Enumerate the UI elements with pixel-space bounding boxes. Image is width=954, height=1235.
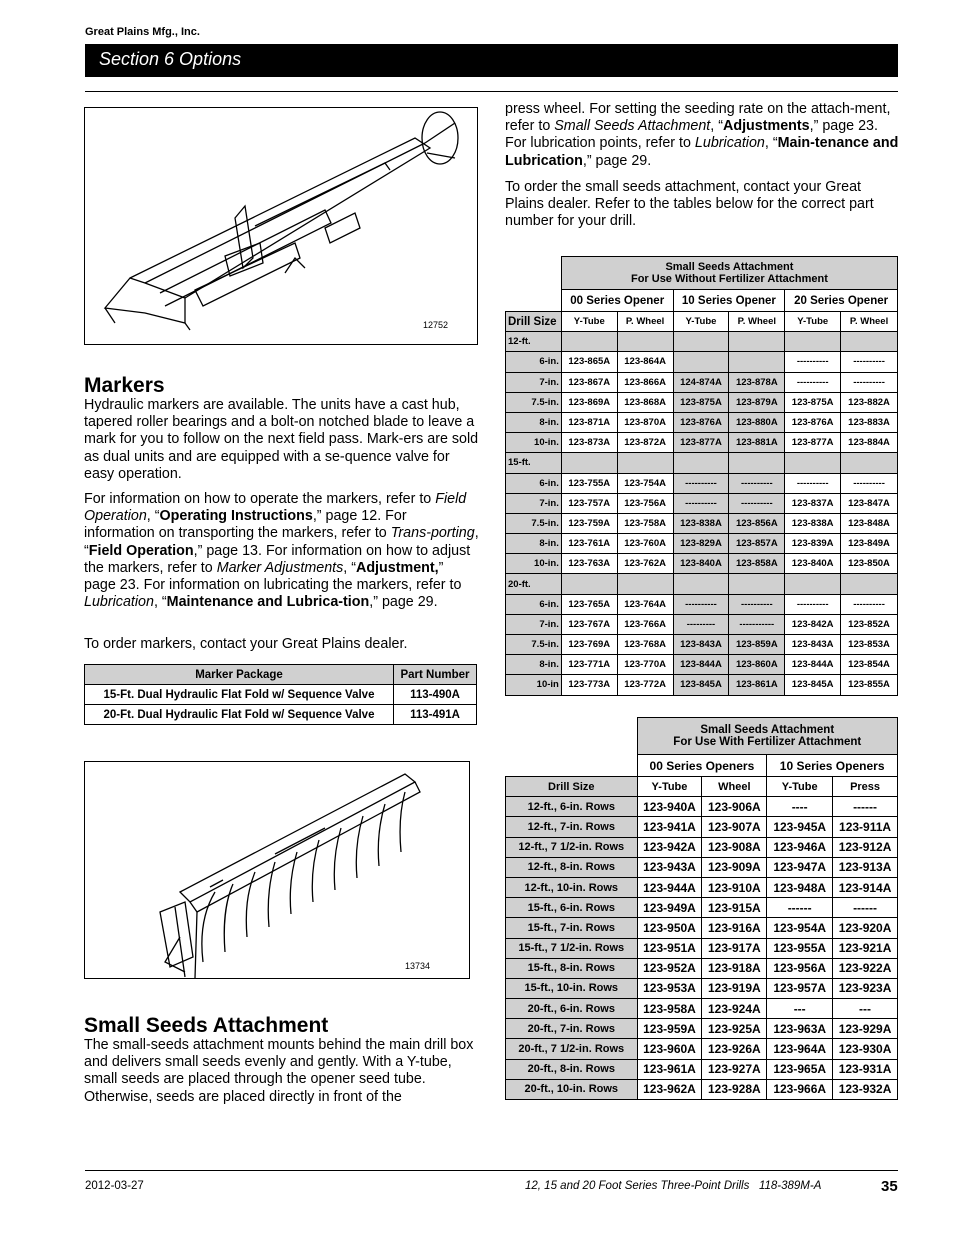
y-tube-header: Y-Tube [637, 777, 702, 797]
part-number-cell: 123-754A [617, 473, 673, 493]
table-row [506, 1019, 898, 1039]
part-number-cell: 123-843A [785, 635, 841, 655]
table-row [506, 614, 898, 634]
part-number-cell: 123-845A [785, 675, 841, 695]
part-number-cell: ---------- [841, 594, 898, 614]
part-number-cell: 123-759A [561, 513, 617, 533]
part-number-cell: 123-857A [729, 534, 785, 554]
part-number-cell: 123-868A [617, 392, 673, 412]
part-number-cell: 123-966A [767, 1079, 833, 1099]
part-number-cell: 123-829A [673, 534, 729, 554]
table-row [85, 685, 477, 705]
part-number-cell: 123-954A [767, 918, 833, 938]
table-row [506, 493, 898, 513]
small-seeds-figure [84, 761, 470, 979]
table-row [506, 513, 898, 533]
empty-cell [561, 332, 617, 352]
table1-title: Small Seeds Attachment For Use Without Fertilizer Attachment [561, 257, 897, 290]
drill-size-cell: 20-ft., 6-in. Rows [506, 999, 638, 1019]
small-seeds-paragraph-3: To order the small seeds attachment, contact your Great Plains dealer. Refer to the tables below for the correct part number for your drill. [505, 179, 874, 230]
part-number-cell: 123-770A [617, 655, 673, 675]
part-number-cell: 123-773A [561, 675, 617, 695]
section-title-bar: Section 6 Options [85, 44, 898, 77]
part-number-header: Part Number [394, 665, 477, 685]
part-number-cell: 123-879A [729, 392, 785, 412]
empty-cell [617, 332, 673, 352]
part-number-cell: ------ [767, 898, 833, 918]
part-number-cell: 123-860A [729, 655, 785, 675]
table-row [85, 705, 477, 725]
table-row [506, 978, 898, 998]
part-number-cell: --------- [673, 614, 729, 634]
drill-size-cell: 20-ft., 8-in. Rows [506, 1059, 638, 1079]
drill-size-cell: 20-ft., 10-in. Rows [506, 1079, 638, 1099]
part-number-cell: 123-915A [702, 898, 767, 918]
empty-cell [673, 332, 729, 352]
part-number-cell: ---- [767, 797, 833, 817]
part-number-cell: 123-772A [617, 675, 673, 695]
part-number-cell: ---------- [729, 594, 785, 614]
marker-package-cell: 15-Ft. Dual Hydraulic Flat Fold w/ Sequence Valve [85, 685, 394, 705]
empty-cell [841, 332, 898, 352]
row-spacing-cell: 6-in. [506, 473, 562, 493]
part-number-cell: 123-838A [673, 513, 729, 533]
table-group-row [506, 332, 898, 352]
part-number-cell: 123-958A [637, 999, 702, 1019]
part-number-cell: 123-925A [702, 1019, 767, 1039]
part-number-cell: 123-942A [637, 837, 702, 857]
part-number-cell: 123-872A [617, 433, 673, 453]
small-seeds-with-fertilizer-table [505, 717, 898, 1100]
table-row [506, 797, 898, 817]
empty-cell [785, 574, 841, 594]
part-number-cell: 123-760A [617, 534, 673, 554]
empty-cell [841, 574, 898, 594]
row-spacing-cell: 10-in [506, 675, 562, 695]
table2-series-00: 00 Series Openers [637, 755, 767, 777]
part-number-cell: 123-955A [767, 938, 833, 958]
y-tube-header: Y-Tube [785, 312, 841, 332]
table-row [506, 857, 898, 877]
empty-cell [729, 332, 785, 352]
table1-series-20: 20 Series Opener [785, 290, 898, 312]
part-number-cell: 123-881A [729, 433, 785, 453]
seeds-figure-number: 13734 [405, 961, 431, 971]
part-number-cell: 123-940A [637, 797, 702, 817]
part-number-cell: 123-840A [785, 554, 841, 574]
part-number-cell: 123-961A [637, 1059, 702, 1079]
part-number-cell: 123-861A [729, 675, 785, 695]
part-number-cell: 123-960A [637, 1039, 702, 1059]
row-spacing-cell: 7.5-in. [506, 635, 562, 655]
part-number-cell: 123-762A [617, 554, 673, 574]
part-number-cell: 123-757A [561, 493, 617, 513]
part-number-cell: 123-853A [841, 635, 898, 655]
part-number-cell: 123-941A [637, 817, 702, 837]
part-number-cell: ---------- [729, 473, 785, 493]
part-number-cell: ---------- [785, 352, 841, 372]
row-spacing-cell: 6-in. [506, 352, 562, 372]
small-seeds-illustration [85, 762, 469, 978]
table-group-row [506, 574, 898, 594]
part-number-cell: 123-844A [673, 655, 729, 675]
table-corner [506, 718, 638, 777]
part-number-cell: 123-962A [637, 1079, 702, 1099]
part-number-cell: 123-855A [841, 675, 898, 695]
part-number-cell: 123-964A [767, 1039, 833, 1059]
part-number-cell [673, 352, 729, 372]
table-row [506, 372, 898, 392]
part-number-cell: 123-928A [702, 1079, 767, 1099]
drill-size-cell: 15-ft., 6-in. Rows [506, 898, 638, 918]
row-spacing-cell: 8-in. [506, 655, 562, 675]
part-number-cell: 123-763A [561, 554, 617, 574]
part-number-cell: 123-932A [833, 1079, 898, 1099]
part-number-cell: 123-963A [767, 1019, 833, 1039]
part-number-cell: --- [767, 999, 833, 1019]
part-number-cell: --- [833, 999, 898, 1019]
wheel-header: Wheel [702, 777, 767, 797]
part-number-cell: 123-767A [561, 614, 617, 634]
table-row [506, 594, 898, 614]
table-row [506, 898, 898, 918]
part-number-cell: 123-768A [617, 635, 673, 655]
part-number-cell: 123-930A [833, 1039, 898, 1059]
small-seeds-paragraph-1: The small-seeds attachment mounts behind the main drill box and delivers small seeds evenly and gently. With a Y-tube, small seeds are placed through the opener seed tube. Otherwise, seeds are placed directly in front of the [84, 1037, 474, 1105]
part-number-cell: 123-765A [561, 594, 617, 614]
part-number-cell: 123-951A [637, 938, 702, 958]
part-number-cell: 123-869A [561, 392, 617, 412]
table-row [506, 392, 898, 412]
footer-date: 2012-03-27 [85, 1180, 144, 1192]
part-number-cell: ----------- [729, 614, 785, 634]
markers-heading: Markers [84, 374, 165, 397]
part-number-cell: 123-924A [702, 999, 767, 1019]
part-number-cell: 123-908A [702, 837, 767, 857]
part-number-cell: 123-957A [767, 978, 833, 998]
empty-cell [617, 453, 673, 473]
part-number-cell: 123-953A [637, 978, 702, 998]
drill-width-label: 15-ft. [506, 453, 562, 473]
table-row [506, 938, 898, 958]
table-row [506, 1039, 898, 1059]
part-number-cell: 123-758A [617, 513, 673, 533]
part-number-cell [729, 352, 785, 372]
part-number-cell: 123-919A [702, 978, 767, 998]
row-spacing-cell: 10-in. [506, 554, 562, 574]
part-number-cell: 123-947A [767, 857, 833, 877]
part-number-cell: 124-874A [673, 372, 729, 392]
table-row [506, 473, 898, 493]
empty-cell [729, 574, 785, 594]
part-number-cell: 123-843A [673, 635, 729, 655]
part-number-cell: 123-883A [841, 412, 898, 432]
part-number-cell: 123-945A [767, 817, 833, 837]
drill-size-cell: 12-ft., 8-in. Rows [506, 857, 638, 877]
empty-cell [617, 574, 673, 594]
top-divider [85, 91, 898, 92]
table1-series-10: 10 Series Opener [673, 290, 785, 312]
markers-paragraph-3: To order markers, contact your Great Plains dealer. [84, 636, 408, 652]
part-number-cell: 123-850A [841, 554, 898, 574]
part-number-cell: 123-948A [767, 877, 833, 897]
table-row [506, 655, 898, 675]
drill-size-cell: 15-ft., 8-in. Rows [506, 958, 638, 978]
part-number-cell: 123-882A [841, 392, 898, 412]
drill-size-cell: 15-ft., 7 1/2-in. Rows [506, 938, 638, 958]
row-spacing-cell: 7.5-in. [506, 513, 562, 533]
part-number-cell: 123-929A [833, 1019, 898, 1039]
part-number-cell: 123-878A [729, 372, 785, 392]
part-number-cell: ------ [833, 797, 898, 817]
part-number-cell: 123-956A [767, 958, 833, 978]
y-tube-header: Y-Tube [767, 777, 833, 797]
drill-size-header: Drill Size [506, 777, 638, 797]
part-number-cell: 123-880A [729, 412, 785, 432]
footer-title: 12, 15 and 20 Foot Series Three-Point Drills 118-389M-A [525, 1180, 822, 1192]
part-number-cell: 123-852A [841, 614, 898, 634]
part-number-cell: ---------- [785, 372, 841, 392]
part-number-cell: 123-884A [841, 433, 898, 453]
markers-paragraph-2: For information on how to operate the markers, refer to Field Operation, “Operating Instructions,” page 12. For information on transporting the markers, refer to Trans-porting, “Field Operation,” page 13. For information on how to adjust the markers, refer to Marker Adjustments, “Adjustment,” page 23. For information on lubricating the markers, refer to Lubrication, “Maintenance and Lubrica-tion,” page 29. [84, 491, 479, 611]
part-number-cell: 123-839A [785, 534, 841, 554]
row-spacing-cell: 6-in. [506, 594, 562, 614]
bottom-divider [85, 1170, 898, 1171]
table-row [506, 433, 898, 453]
part-number-cell: 123-910A [702, 877, 767, 897]
part-number-cell: 123-849A [841, 534, 898, 554]
part-number-cell: 123-764A [617, 594, 673, 614]
small-seeds-no-fertilizer-table [505, 256, 898, 696]
part-number-cell: 123-952A [637, 958, 702, 978]
empty-cell [785, 453, 841, 473]
part-number-cell: ---------- [785, 594, 841, 614]
part-number-cell: 123-911A [833, 817, 898, 837]
part-number-cell: 123-921A [833, 938, 898, 958]
part-number-cell: ---------- [841, 372, 898, 392]
part-number-cell: ------ [833, 898, 898, 918]
part-number-cell: 123-854A [841, 655, 898, 675]
part-number-cell: 123-927A [702, 1059, 767, 1079]
part-number-cell: 123-837A [785, 493, 841, 513]
table2-series-10: 10 Series Openers [767, 755, 898, 777]
markers-paragraph-1: Hydraulic markers are available. The units have a cast hub, tapered roller bearings and a bolt-on notched blade to leave a mark for you to follow on the next field pass. Mark-ers are sold as dual units and are equipped with a se-quence valve for easy operation. [84, 397, 479, 482]
drill-size-cell: 12-ft., 7 1/2-in. Rows [506, 837, 638, 857]
marker-package-table [84, 664, 477, 725]
row-spacing-cell: 7-in. [506, 493, 562, 513]
part-number-cell: 123-771A [561, 655, 617, 675]
table-row [506, 635, 898, 655]
part-number-cell: 123-848A [841, 513, 898, 533]
part-number-cell: 123-913A [833, 857, 898, 877]
part-number-cell: 123-864A [617, 352, 673, 372]
page-number: 35 [881, 1178, 898, 1195]
small-seeds-heading: Small Seeds Attachment [84, 1014, 329, 1037]
drill-width-label: 20-ft. [506, 574, 562, 594]
drill-size-cell: 12-ft., 6-in. Rows [506, 797, 638, 817]
marker-package-cell: 20-Ft. Dual Hydraulic Flat Fold w/ Sequence Valve [85, 705, 394, 725]
part-number-cell: 123-907A [702, 817, 767, 837]
table-row [506, 534, 898, 554]
part-number-cell: 123-867A [561, 372, 617, 392]
empty-cell [729, 453, 785, 473]
part-number-cell: 123-906A [702, 797, 767, 817]
y-tube-header: Y-Tube [673, 312, 729, 332]
part-number-cell: 123-877A [673, 433, 729, 453]
p-wheel-header: P. Wheel [617, 312, 673, 332]
y-tube-header: Y-Tube [561, 312, 617, 332]
table-row [506, 817, 898, 837]
table-row [506, 1079, 898, 1099]
part-number-cell: 123-856A [729, 513, 785, 533]
empty-cell [673, 574, 729, 594]
part-number-cell: 123-950A [637, 918, 702, 938]
drill-size-header: Drill Size [506, 312, 562, 332]
table-group-row [506, 453, 898, 473]
part-number-cell: 123-769A [561, 635, 617, 655]
table-row [506, 1059, 898, 1079]
row-spacing-cell: 8-in. [506, 534, 562, 554]
part-number-cell: 123-912A [833, 837, 898, 857]
part-number-cell: 123-918A [702, 958, 767, 978]
table-corner [506, 257, 562, 312]
row-spacing-cell: 7.5-in. [506, 392, 562, 412]
part-number-cell: 123-876A [673, 412, 729, 432]
part-number-cell: 113-491A [394, 705, 477, 725]
empty-cell [561, 574, 617, 594]
part-number-cell: 123-944A [637, 877, 702, 897]
p-wheel-header: P. Wheel [729, 312, 785, 332]
part-number-cell: 123-909A [702, 857, 767, 877]
part-number-cell: 123-943A [637, 857, 702, 877]
drill-size-cell: 20-ft., 7-in. Rows [506, 1019, 638, 1039]
part-number-cell: 123-845A [673, 675, 729, 695]
drill-size-cell: 20-ft., 7 1/2-in. Rows [506, 1039, 638, 1059]
table-row [506, 837, 898, 857]
part-number-cell: 123-866A [617, 372, 673, 392]
part-number-cell: 123-877A [785, 433, 841, 453]
drill-width-label: 12-ft. [506, 332, 562, 352]
marker-package-header: Marker Package [85, 665, 394, 685]
empty-cell [561, 453, 617, 473]
part-number-cell: 123-923A [833, 978, 898, 998]
table-row [506, 918, 898, 938]
part-number-cell: ---------- [673, 473, 729, 493]
part-number-cell: 123-920A [833, 918, 898, 938]
part-number-cell: ---------- [841, 352, 898, 372]
part-number-cell: 123-875A [673, 392, 729, 412]
part-number-cell: ---------- [841, 473, 898, 493]
table-row [506, 999, 898, 1019]
table-row [506, 877, 898, 897]
table-row [506, 958, 898, 978]
part-number-cell: 123-876A [785, 412, 841, 432]
part-number-cell: 123-840A [673, 554, 729, 574]
row-spacing-cell: 8-in. [506, 412, 562, 432]
part-number-cell: 123-871A [561, 412, 617, 432]
part-number-cell: ---------- [673, 594, 729, 614]
part-number-cell: 123-842A [785, 614, 841, 634]
table-row [506, 675, 898, 695]
drill-size-cell: 12-ft., 7-in. Rows [506, 817, 638, 837]
part-number-cell: 123-917A [702, 938, 767, 958]
part-number-cell: 123-875A [785, 392, 841, 412]
marker-figure-number: 12752 [423, 320, 449, 330]
part-number-cell: 123-766A [617, 614, 673, 634]
part-number-cell: 123-916A [702, 918, 767, 938]
part-number-cell: 123-946A [767, 837, 833, 857]
row-spacing-cell: 10-in. [506, 433, 562, 453]
drill-size-cell: 15-ft., 7-in. Rows [506, 918, 638, 938]
table1-series-00: 00 Series Opener [561, 290, 673, 312]
row-spacing-cell: 7-in. [506, 614, 562, 634]
part-number-cell: 113-490A [394, 685, 477, 705]
marker-figure [84, 107, 478, 345]
empty-cell [785, 332, 841, 352]
company-name: Great Plains Mfg., Inc. [85, 26, 200, 38]
drill-size-cell: 15-ft., 10-in. Rows [506, 978, 638, 998]
part-number-cell: 123-838A [785, 513, 841, 533]
part-number-cell: 123-870A [617, 412, 673, 432]
small-seeds-paragraph-2: press wheel. For setting the seeding rate on the attach-ment, refer to Small Seeds Attachment, “Adjustments,” page 23. For lubrication points, refer to Lubrication, “Main-tenance and Lubrication,” page 29. [505, 101, 899, 169]
table-row [506, 554, 898, 574]
row-spacing-cell: 7-in. [506, 372, 562, 392]
marker-illustration [85, 108, 477, 344]
part-number-cell: 123-926A [702, 1039, 767, 1059]
part-number-cell: 123-949A [637, 898, 702, 918]
part-number-cell: ---------- [785, 473, 841, 493]
part-number-cell: 123-922A [833, 958, 898, 978]
p-wheel-header: P. Wheel [841, 312, 898, 332]
press-header: Press [833, 777, 898, 797]
part-number-cell: 123-755A [561, 473, 617, 493]
drill-size-cell: 12-ft., 10-in. Rows [506, 877, 638, 897]
part-number-cell: 123-858A [729, 554, 785, 574]
part-number-cell: 123-931A [833, 1059, 898, 1079]
part-number-cell: 123-865A [561, 352, 617, 372]
empty-cell [841, 453, 898, 473]
part-number-cell: 123-959A [637, 1019, 702, 1039]
part-number-cell: ---------- [673, 493, 729, 513]
table2-title: Small Seeds Attachment For Use With Fertilizer Attachment [637, 718, 897, 755]
table-row [506, 352, 898, 372]
part-number-cell: 123-756A [617, 493, 673, 513]
part-number-cell: ---------- [729, 493, 785, 513]
part-number-cell: 123-761A [561, 534, 617, 554]
empty-cell [673, 453, 729, 473]
table-row [506, 412, 898, 432]
part-number-cell: 123-965A [767, 1059, 833, 1079]
part-number-cell: 123-914A [833, 877, 898, 897]
part-number-cell: 123-844A [785, 655, 841, 675]
part-number-cell: 123-859A [729, 635, 785, 655]
part-number-cell: 123-873A [561, 433, 617, 453]
part-number-cell: 123-847A [841, 493, 898, 513]
